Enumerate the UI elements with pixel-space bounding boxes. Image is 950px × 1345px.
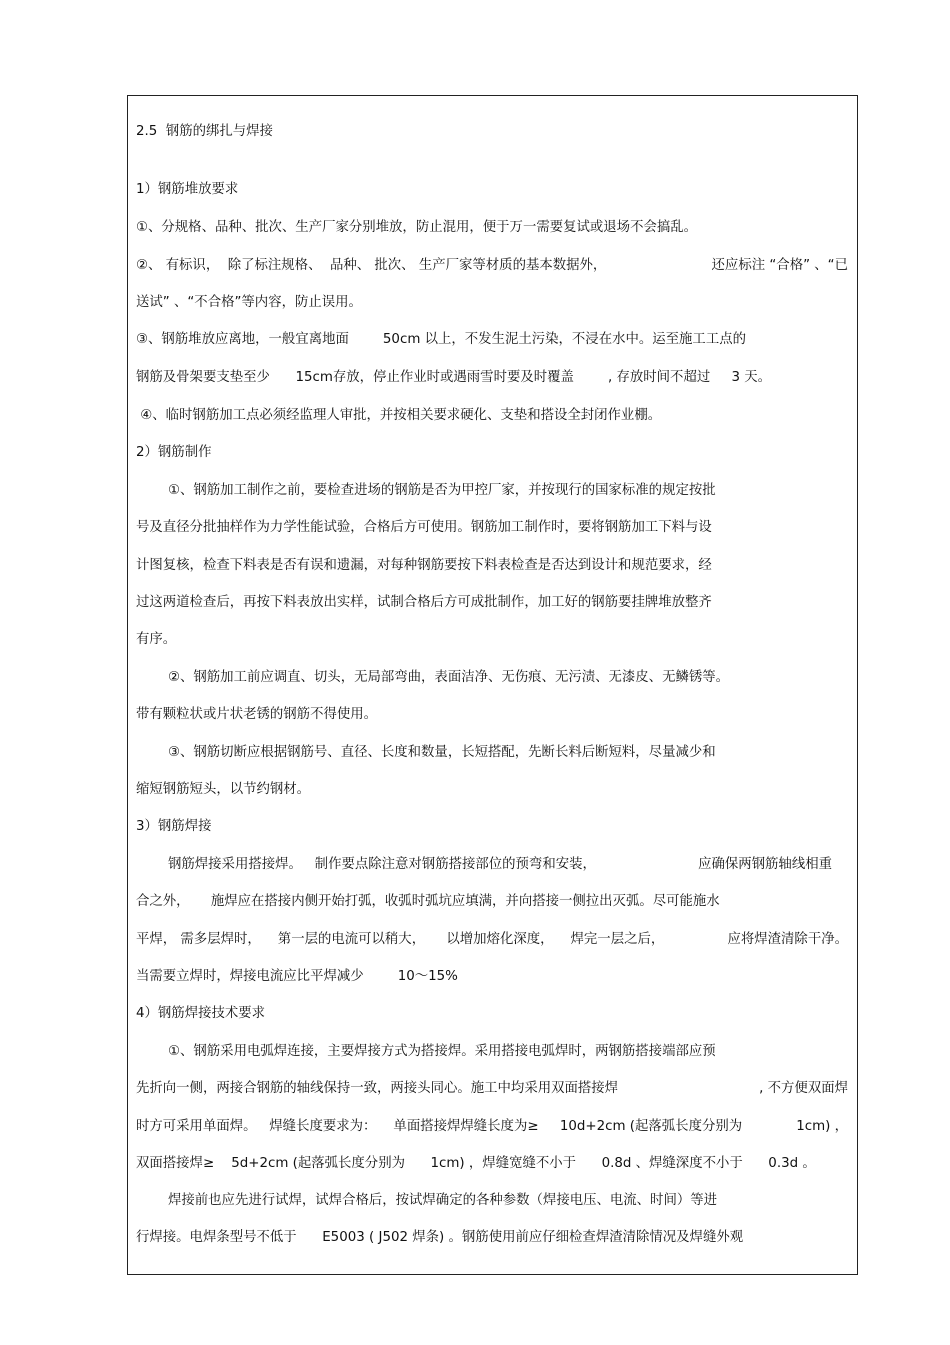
paragraph-line: ④、临时钢筋加工点必须经监理人审批，并按相关要求硬化、支垫和搭设全封闭作业棚。 xyxy=(136,408,662,423)
paragraph-line: 焊接前也应先进行试焊，试焊合格后，按试焊确定的各种参数（焊接电压、电流、时间）等进 xyxy=(168,1193,718,1208)
text-segment: 时方可采用单面焊。 焊缝长度要求为： 单面搭接焊焊缝长度为≥ 10d+2cm (起落弧长度分别为 xyxy=(136,1119,743,1134)
paragraph-line: 号及直径分批抽样作为力学性能试验，合格后方可使用。钢筋加工制作时，要将钢筋加工下料与设 xyxy=(136,520,712,535)
heading-storage: 1）钢筋堆放要求 xyxy=(136,182,239,197)
text-segment: 钢筋焊接采用搭接焊。 制作要点除注意对钢筋搭接部位的预弯和安装， xyxy=(168,857,596,872)
paragraph-line: 双面搭接焊≥ 5d+2cm (起落弧长度分别为 1cm) ，焊缝宽缝不小于 0.8d 、焊缝深度不小于 0.3d 。 xyxy=(136,1156,816,1171)
paragraph-line: 行焊接。电焊条型号不低于 E5003 ( J502 焊条) 。钢筋使用前应仔细检查焊渣清除情况及焊缝外观 xyxy=(136,1230,744,1245)
section-title: 2.5 钢筋的绑扎与焊接 xyxy=(136,124,273,139)
paragraph-line: 当需要立焊时，焊接电流应比平焊减少 10～15% xyxy=(136,969,458,984)
paragraph-line: 有序。 xyxy=(136,632,177,647)
paragraph-line: ①、钢筋采用电弧焊连接，主要焊接方式为搭接焊。采用搭接电弧焊时，两钢筋搭接端部应预 xyxy=(168,1044,716,1059)
paragraph-line xyxy=(136,257,848,275)
paragraph-line: 钢筋及骨架要支垫至少 15cm存放，停止作业时或遇雨雪时要及时覆盖 , 存放时间不超过 3 天。 xyxy=(136,370,772,385)
paragraph-line xyxy=(136,1118,848,1136)
paragraph-line: ①、分规格、品种、批次、生产厂家分别堆放，防止混用，便于万一需要复试或退场不会搞乱。 xyxy=(136,220,698,235)
text-segment: 还应标注 “合格” 、“已 xyxy=(711,258,848,273)
text-segment: 应确保两钢筋轴线相重 xyxy=(698,857,832,872)
paragraph-line xyxy=(168,856,832,874)
text-segment: 1cm) ， xyxy=(796,1119,848,1134)
text-segment: 平焊， 需多层焊时， 第一层的电流可以稍大， 以增加熔化深度， 焊完一层之后， xyxy=(136,932,665,947)
paragraph-line: 计图复核，检查下料表是否有误和遗漏，对每种钢筋要按下料表检查是否达到设计和规范要求，经 xyxy=(136,558,712,573)
heading-welding-requirements: 4）钢筋焊接技术要求 xyxy=(136,1006,266,1021)
heading-welding: 3）钢筋焊接 xyxy=(136,819,212,834)
paragraph-line: ②、钢筋加工前应调直、切头，无局部弯曲，表面洁净、无伤痕、无污渍、无漆皮、无鳞锈等。 xyxy=(168,670,730,685)
paragraph-line: ③、钢筋堆放应离地，一般宜离地面 50cm 以上，不发生泥土污染，不浸在水中。运至施工工点的 xyxy=(136,332,746,347)
paragraph-line: ①、钢筋加工制作之前，要检查进场的钢筋是否为甲控厂家，并按现行的国家标准的规定按批 xyxy=(168,483,716,498)
text-segment: ②、 有标识， 除了标注规格、 品种、 批次、 生产厂家等材质的基本数据外， xyxy=(136,258,607,273)
paragraph-line: ③、钢筋切断应根据钢筋号、直径、长度和数量，长短搭配，先断长料后断短料，尽量减少和 xyxy=(168,745,716,760)
heading-fabrication: 2）钢筋制作 xyxy=(136,445,212,460)
paragraph-line xyxy=(136,931,848,949)
paragraph-line: 合之外， 施焊应在搭接内侧开始打弧，收弧时弧坑应填满，并向搭接一侧拉出灭弧。尽可能施水 xyxy=(136,894,720,909)
text-segment: 应将焊渣清除干净。 xyxy=(727,932,848,947)
paragraph-line: 过这两道检查后，再按下料表放出实样，试制合格后方可成批制作，加工好的钢筋要挂牌堆放整齐 xyxy=(136,595,712,610)
paragraph-line: 带有颗粒状或片状老锈的钢筋不得使用。 xyxy=(136,707,378,722)
text-segment: 先折向一侧，两接合钢筋的轴线保持一致，两接头同心。施工中均采用双面搭接焊 xyxy=(136,1081,619,1096)
paragraph-line: 送试” 、“不合格”等内容，防止误用。 xyxy=(136,295,362,310)
paragraph-line: 缩短钢筋短头，以节约钢材。 xyxy=(136,782,311,797)
text-segment: , 不方便双面焊 xyxy=(759,1081,848,1096)
paragraph-line xyxy=(136,1080,848,1098)
